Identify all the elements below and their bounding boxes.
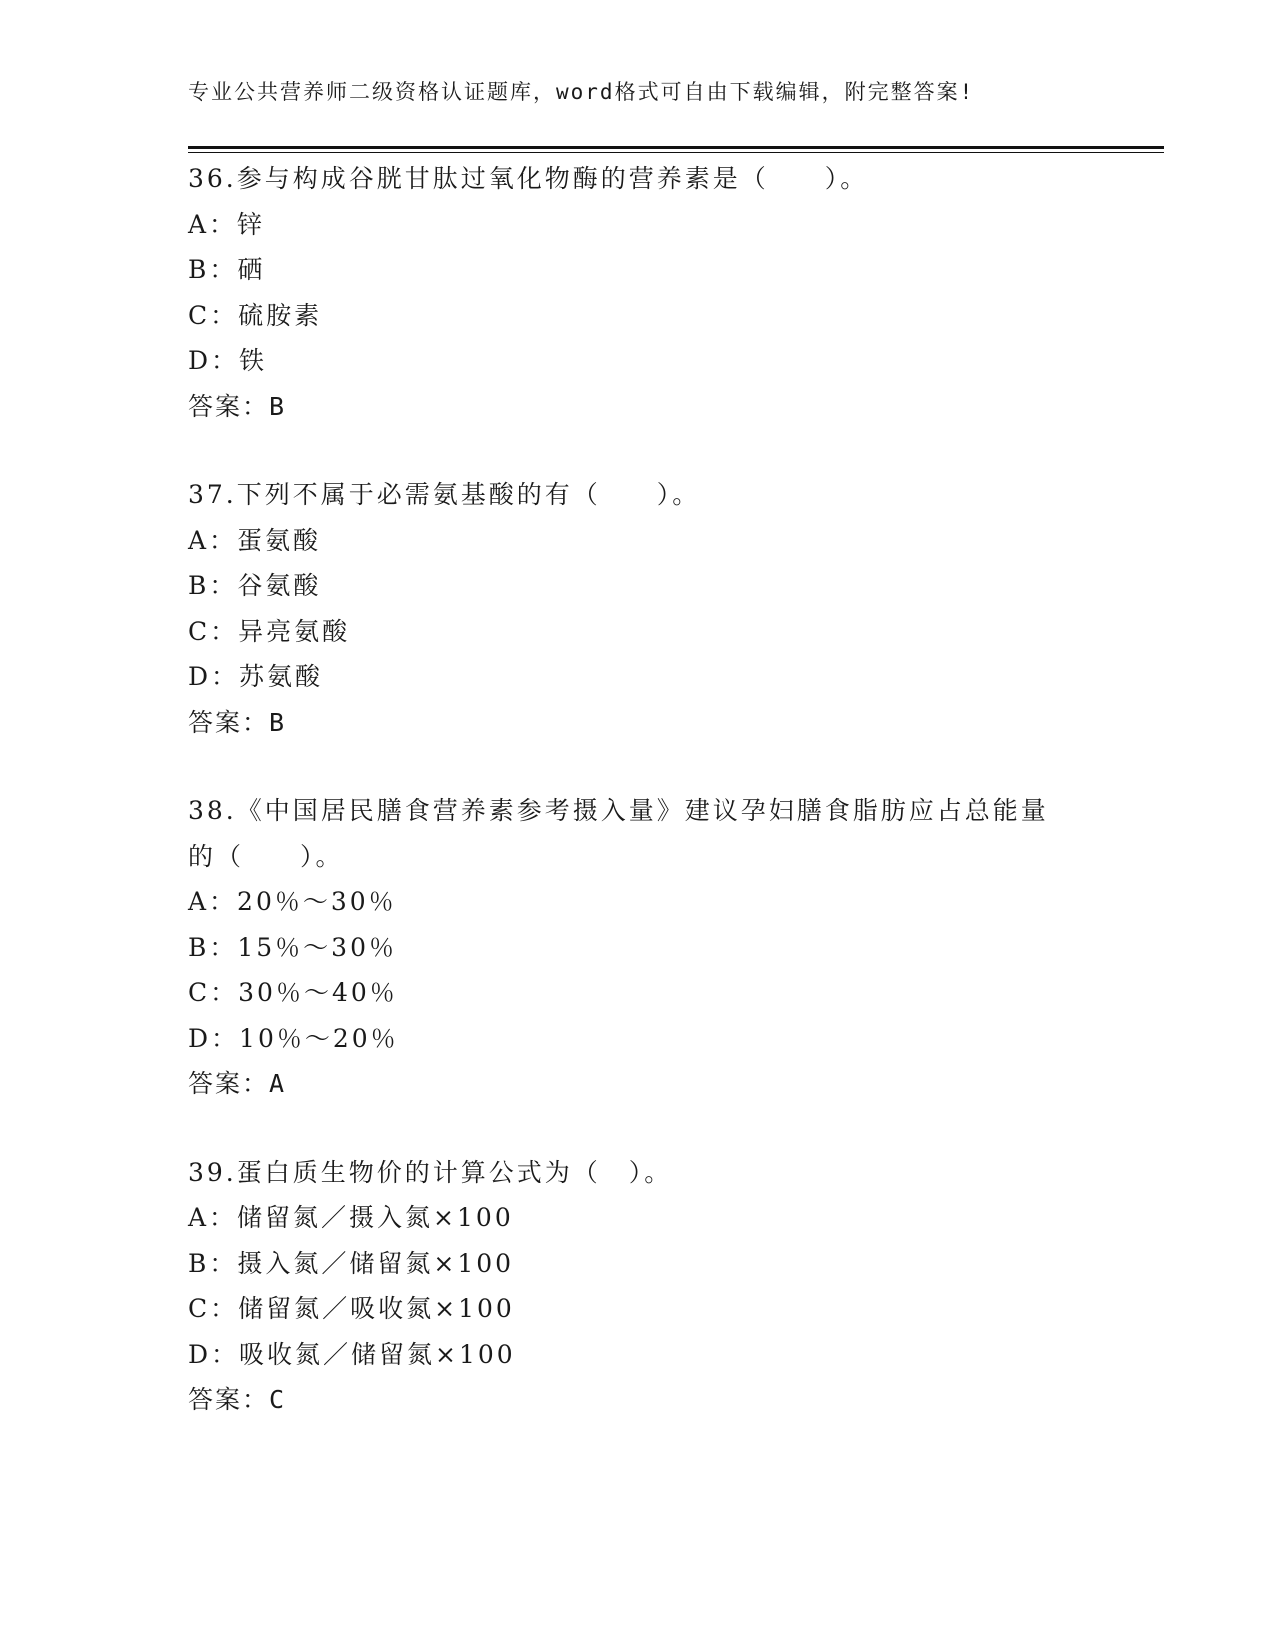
question-block <box>188 788 1088 1107</box>
option-a: A：锌 <box>188 209 266 239</box>
option-d: D：10％～20％ <box>188 1023 399 1053</box>
option-c: C：30％～40％ <box>188 978 398 1007</box>
header-divider-thick <box>188 146 1164 149</box>
option-d: D：铁 <box>188 346 268 375</box>
question-stem: 36.参与构成谷胱甘肽过氧化物酶的营养素是（ ）。 <box>188 164 869 193</box>
option-a: A：20％～30％ <box>188 887 397 916</box>
question-block <box>188 156 1088 429</box>
option-b: B：硒 <box>188 255 266 284</box>
question-stem-continued: 的（ ）。 <box>188 841 344 871</box>
question-block <box>188 472 1088 745</box>
question-stem: 37.下列不属于必需氨基酸的有（ ）。 <box>188 480 701 509</box>
option-c: C：异亮氨酸 <box>188 616 351 646</box>
answer-line: 答案：B <box>188 391 287 421</box>
question-block <box>188 1150 1088 1423</box>
option-a: A：蛋氨酸 <box>188 525 322 555</box>
document-header-note: 专业公共营养师二级资格认证题库，word格式可自由下载编辑，附完整答案! <box>188 80 975 104</box>
header-divider-thin <box>188 152 1164 153</box>
option-b: B：谷氨酸 <box>188 571 322 600</box>
option-c: C：储留氮／吸收氮×100 <box>188 1294 515 1323</box>
option-b: B：15％～30％ <box>188 932 397 962</box>
option-d: D：苏氨酸 <box>188 662 324 691</box>
answer-line: 答案：C <box>188 1385 287 1414</box>
question-list <box>188 156 1088 1466</box>
question-stem: 39.蛋白质生物价的计算公式为（ ）。 <box>188 1157 673 1187</box>
question-stem: 38.《中国居民膳食营养素参考摄入量》建议孕妇膳食脂肪应占总能量 <box>188 796 1049 825</box>
answer-line: 答案：B <box>188 707 287 737</box>
option-b: B：摄入氮／储留氮×100 <box>188 1248 515 1278</box>
option-c: C：硫胺素 <box>188 300 323 330</box>
option-d: D：吸收氮／储留氮×100 <box>188 1339 516 1369</box>
answer-line: 答案：A <box>188 1069 287 1098</box>
option-a: A：储留氮／摄入氮×100 <box>188 1203 514 1232</box>
